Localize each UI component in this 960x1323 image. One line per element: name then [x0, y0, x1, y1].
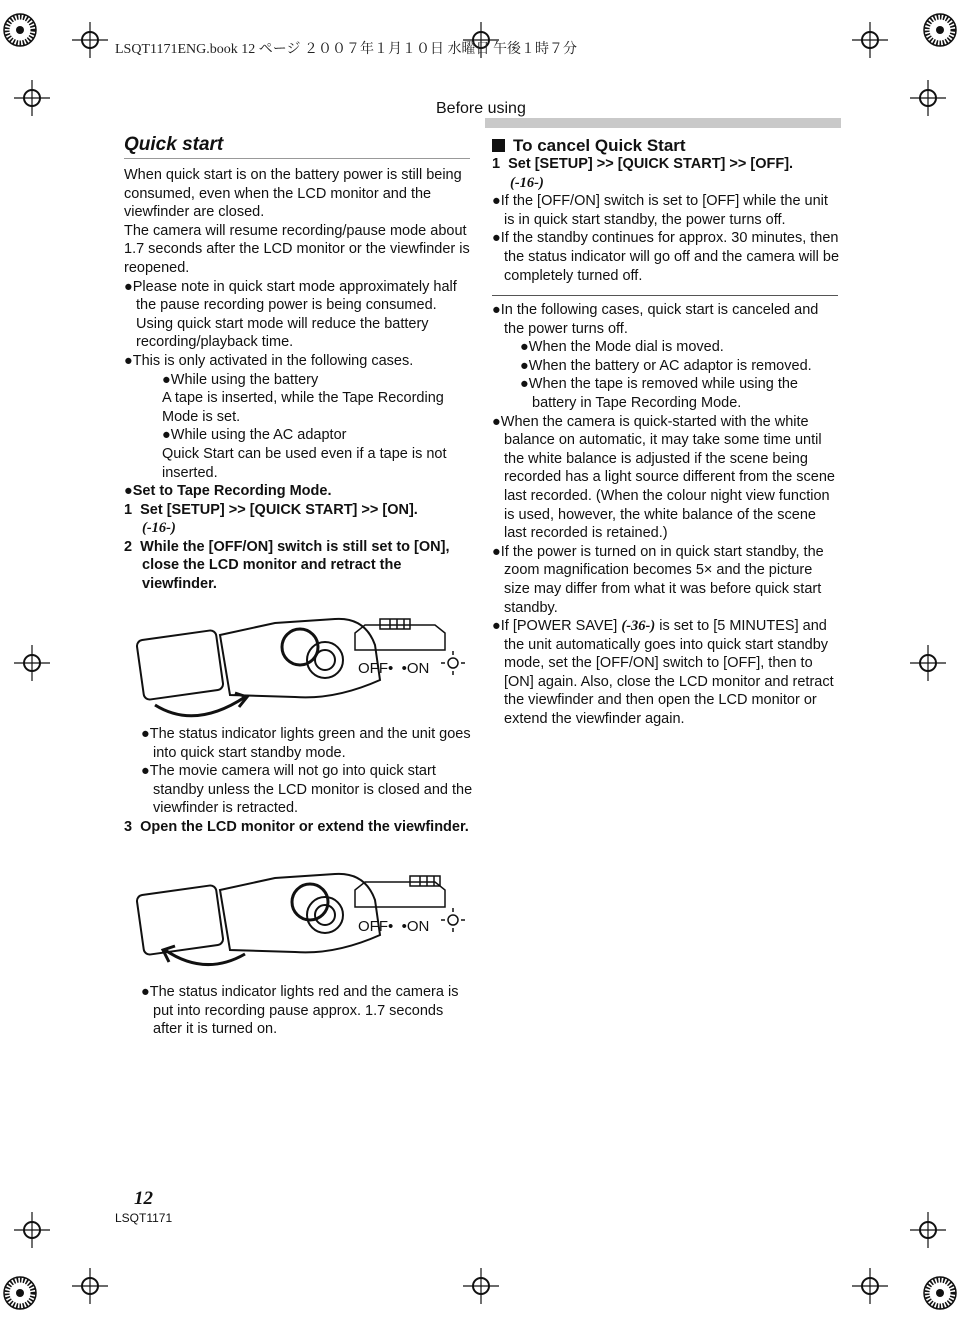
bullet-item: ●Please note in quick start mode approximately half the pause recording power is being consumed. Using quick start mode will reduce the battery recording/playback time. [124, 278, 457, 351]
bullet-item: ●When the camera is quick-started with the white balance on automatic, it may take some time until the white balance is adjusted if the scene being recorded has a light source different from the scene last recorded. (When the colour night view function is used, however, the white balance of the scene last recorded is retained.) [492, 413, 836, 542]
registration-cross-icon [910, 645, 946, 681]
bullet-item: ●If [POWER SAVE] (-36-) is set to [5 MINUTES] and the unit automatically goes into quick start standby mode, set the [OFF/ON] switch to [OFF], then to [ON] again. Also, close the LCD monitor and retract the viewfinder and then open the LCD monitor or extend the viewfinder again. [492, 618, 834, 728]
off-label: OFF• •ON [358, 660, 430, 677]
bullet-item: ●The movie camera will not go into quick start standby unless the LCD monitor is closed and the viewfinder is retracted. [141, 763, 473, 817]
divider [492, 295, 838, 296]
registration-cross-icon [463, 1268, 499, 1304]
registration-cross-icon [72, 22, 108, 58]
cancel-step-1-ref: (-16-) [510, 174, 544, 191]
bullet-item: ●Set to Tape Recording Mode. [124, 483, 332, 500]
quick-start-body [124, 166, 472, 594]
notes-after-step2 [141, 725, 473, 818]
registration-cross-icon [14, 1212, 50, 1248]
cancel-body [492, 155, 842, 285]
bullet-item: ●In the following cases, quick start is canceled and the power turns off. [492, 302, 819, 337]
sub-bullet-title: ●While using the battery [162, 371, 319, 388]
page-code: LSQT1171 [115, 1211, 173, 1225]
bullet-item: ●If the power is turned on in quick start standby, the zoom magnification becomes 5× and the picture size may differ from what it was before quick start standby. [492, 543, 824, 616]
intro-paragraph: When quick start is on the battery power is still being consumed, even when the LCD monitor and the viewfinder are closed. [124, 167, 462, 221]
sub-bullet-text: Quick Start can be used even if a tape is not inserted. [162, 445, 447, 481]
bullet-item: ●The status indicator lights green and the unit goes into quick start standby mode. [141, 726, 471, 761]
notes-after-step3 [141, 983, 473, 1039]
bullet-item: ●If the standby continues for approx. 30 minutes, then the status indicator will go off and the camera will be completely turned off. [492, 230, 840, 284]
cancel-notes [492, 301, 842, 729]
step-3: 3 Open the LCD monitor or extend the viewfinder. [124, 819, 469, 835]
cancel-step-1: 1 Set [SETUP] >> [QUICK START] >> [OFF]. [492, 156, 794, 172]
section-rule [485, 118, 841, 128]
page-number: 12 [134, 1188, 153, 1209]
sub-bullet-item: ●When the tape is removed while using the battery in Tape Recording Mode. [520, 376, 798, 411]
intro-paragraph: The camera will resume recording/pause mode about 1.7 seconds after the LCD monitor or the viewfinder is reopened. [124, 222, 470, 276]
registration-cross-icon [852, 22, 888, 58]
registration-star-icon [922, 1275, 958, 1311]
cancel-heading: To cancel Quick Start [492, 136, 686, 156]
sub-bullet-item: ●When the battery or AC adaptor is removed. [520, 357, 812, 374]
sub-bullet-title: ●While using the AC adaptor [162, 427, 347, 444]
registration-star-icon [2, 12, 38, 48]
quick-start-heading: Quick start [124, 134, 224, 155]
square-bullet-icon [492, 139, 505, 152]
bullet-item: ●If the [OFF/ON] switch is set to [OFF] while the unit is in quick start standby, the power turns off. [492, 193, 828, 228]
print-header: LSQT1171ENG.book 12 ページ ２００７年１月１０日 水曜日 午後１時７分 [115, 42, 577, 57]
heading-underline [124, 158, 470, 159]
registration-cross-icon [852, 1268, 888, 1304]
registration-cross-icon [14, 645, 50, 681]
step-3-block [124, 818, 472, 837]
section-title: Before using [436, 100, 526, 117]
registration-cross-icon [910, 80, 946, 116]
registration-star-icon [2, 1275, 38, 1311]
registration-cross-icon [72, 1268, 108, 1304]
registration-star-icon [922, 12, 958, 48]
bullet-item: ●The status indicator lights red and the camera is put into recording pause approx. 1.7 seconds after it is turned on. [141, 984, 459, 1038]
registration-cross-icon [910, 1212, 946, 1248]
registration-cross-icon [14, 80, 50, 116]
sub-bullet-text: A tape is inserted, while the Tape Recording Mode is set. [162, 390, 444, 425]
step-1-ref: (-16-) [142, 520, 176, 537]
sub-bullet-item: ●When the Mode dial is moved. [520, 339, 724, 356]
step-1: 1 Set [SETUP] >> [QUICK START] >> [ON]. [124, 501, 418, 518]
bullet-item: ●This is only activated in the following cases. [124, 352, 414, 369]
step-2: 2 While the [OFF/ON] switch is still set to [ON], close the LCD monitor and retract the viewfinder. [124, 538, 450, 593]
off-label: OFF• •ON [358, 918, 430, 935]
